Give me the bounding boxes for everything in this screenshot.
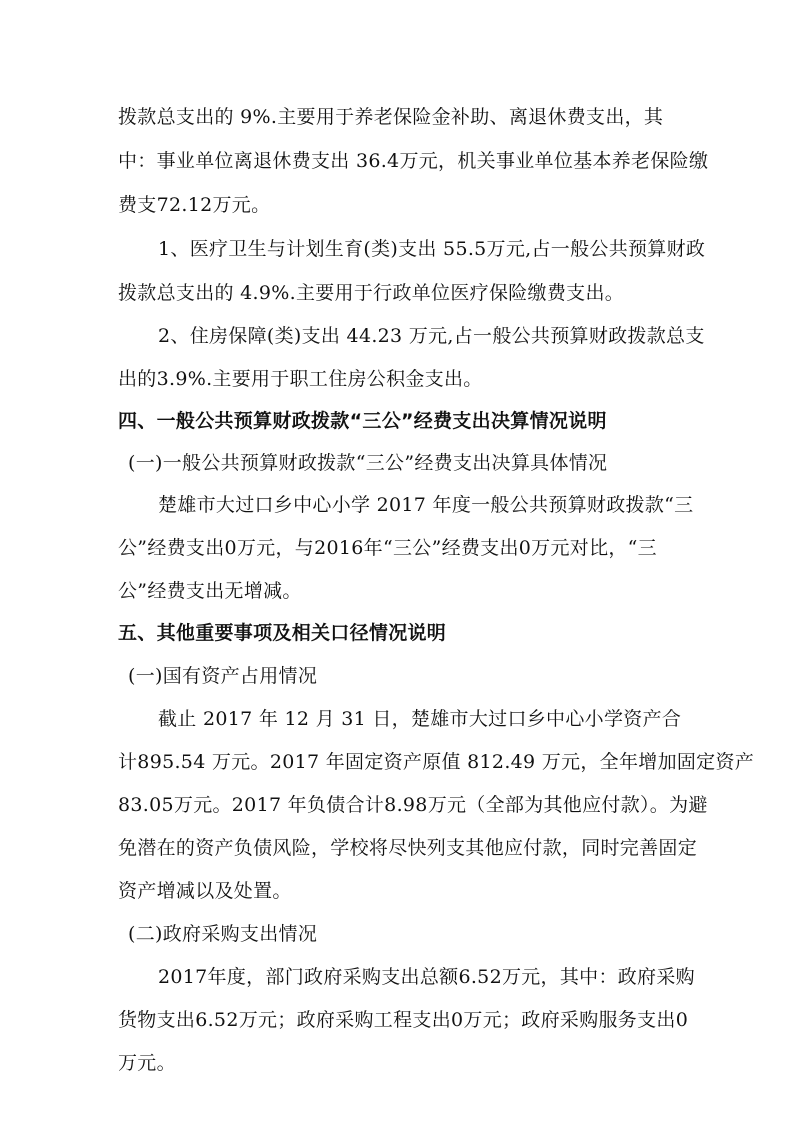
subsection-heading: (二)政府采购支出情况 <box>128 923 318 945</box>
paragraph-line: 货物支出6.52万元；政府采购工程支出0万元；政府采购服务支出0 <box>118 1009 689 1031</box>
paragraph-line: 费支72.12万元。 <box>118 194 271 216</box>
paragraph-line: 拨款总支出的 4.9%.主要用于行政单位医疗保险缴费支出。 <box>118 282 625 304</box>
paragraph-line: 截止 2017 年 12 月 31 日，楚雄市大过口乡中心小学资产合 <box>158 708 682 730</box>
paragraph-line: 出的3.9%.主要用于职工住房公积金支出。 <box>118 368 483 390</box>
paragraph-line: 1、医疗卫生与计划生育(类)支出 55.5万元,占一般公共预算财政 <box>158 238 706 260</box>
paragraph-line: 公”经费支出0万元，与2016年“三公”经费支出0万元对比，“三 <box>118 537 657 559</box>
section-heading: 四、一般公共预算财政拨款“三公”经费支出决算情况说明 <box>118 410 607 432</box>
paragraph-line: 计895.54 万元。2017 年固定资产原值 812.49 万元，全年增加固定资产 <box>118 751 755 773</box>
paragraph-line: 中：事业单位离退休费支出 36.4万元，机关事业单位基本养老保险缴 <box>118 150 709 172</box>
section-heading: 五、其他重要事项及相关口径情况说明 <box>118 622 447 644</box>
subsection-heading: (一)国有资产占用情况 <box>128 665 318 687</box>
paragraph-line: 83.05万元。2017 年负债合计8.98万元（全部为其他应付款）。为避 <box>118 794 708 816</box>
paragraph-line: 2017年度，部门政府采购支出总额6.52万元，其中：政府采购 <box>158 966 695 988</box>
paragraph-line: 万元。 <box>118 1052 176 1074</box>
paragraph-line: 2、住房保障(类)支出 44.23 万元,占一般公共预算财政拨款总支 <box>158 325 705 347</box>
paragraph-line: 公”经费支出无增减。 <box>118 580 302 602</box>
paragraph-line: 免潜在的资产负债风险，学校将尽快列支其他应付款，同时完善固定 <box>118 837 698 859</box>
paragraph-line: 拨款总支出的 9%.主要用于养老保险金补助、离退休费支出，其 <box>118 106 664 128</box>
subsection-heading: (一)一般公共预算财政拨款“三公”经费支出决算具体情况 <box>128 452 608 474</box>
paragraph-line: 楚雄市大过口乡中心小学 2017 年度一般公共预算财政拨款“三 <box>158 494 694 516</box>
paragraph-line: 资产增减以及处置。 <box>118 880 292 902</box>
